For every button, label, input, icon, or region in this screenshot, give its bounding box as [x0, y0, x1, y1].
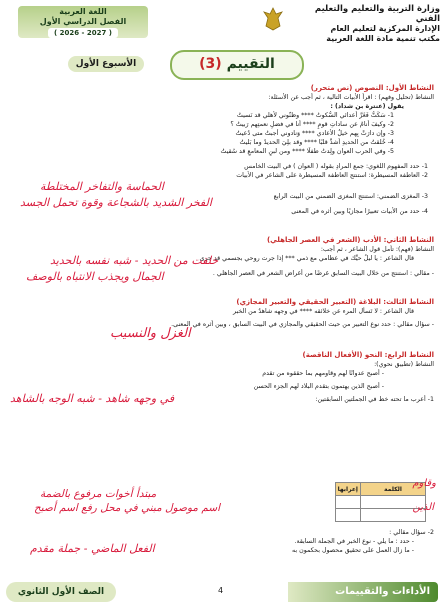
section-4-line-2: - أصبح الذين يهتمون بتقدم البلاد لهم الجزء الحسن: [253, 383, 384, 390]
section-4-heading: النشاط الرابع: النحو (الأفعال الناقصة): [302, 351, 434, 359]
table-header-word: الكلمة: [361, 483, 426, 496]
table-cell: [335, 509, 360, 522]
section-4-question-2b: - حدد : ما يلي - نوع الخبر في الجملة السابقة.: [294, 538, 414, 545]
section-4-line-1: - أصبح عدوانًا لهم وقاومهم بما حققوه من تقدم: [262, 370, 384, 377]
section-2-question: - مقالي : استنتج من خلال البيت السابق غرضًا من أغراض الشعر في العصر الجاهلي .: [212, 270, 434, 277]
term-label: الفصل الدراسي الأول: [39, 17, 127, 26]
section-4-question-2: 2- سؤال مقالي :: [389, 529, 434, 536]
section-3-question: - سؤال مقالي : حدد نوع التعبير من حيث الحقيقي والمجازي في البيت السابق ، وبين أثره في المعنى.: [171, 321, 434, 328]
handwriting-answer-2: الفخر الشديد بالشجاعة وقوة تحمل الجسد: [20, 196, 212, 209]
table-cell: [361, 509, 426, 522]
week-label: الأسبوع الأول: [68, 56, 144, 72]
handwriting-answer-1: الحماسة والتفاخر المختلطة: [40, 180, 164, 193]
subject-label: اللغة العربية: [59, 7, 107, 16]
section-3-heading: النشاط الثالث: البلاغة (التعبير الحقيقي والتعبير المجازي): [236, 298, 434, 306]
title-bar: [50, 50, 344, 78]
handwriting-answer-11: الفعل الماضي - جملة مقدم: [30, 542, 155, 555]
section-4-question-1: 1- أعرب ما تحته خط في الجملتين السابقتين:: [315, 396, 434, 403]
handwriting-answer-7: وقاوم: [412, 478, 436, 489]
handwriting-answer-5: الغزل والنسيب: [110, 326, 191, 341]
assessment-title: [170, 50, 304, 80]
section-2-intro: النشاط (فهم): تأمل قول الشاعر ، ثم أجب:: [320, 246, 434, 253]
section-2-quote: قال الشاعر : يا ليلُ حيِّك في عظامي مع ذمي *** إذا جرت روحي بجسمي قد جرى: [199, 255, 414, 262]
ministry-line-2: الإدارة المركزية لتعليم العام: [330, 24, 440, 33]
poet-line: يقول (عنترة بن شداد) :: [330, 103, 404, 110]
verse-5: 5- وفي الحرب العوان ولِدتُ طفلًا **** ومن لبنِ المعامعِ قد سُقيتُ: [220, 148, 394, 155]
section-4-lower: [10, 528, 434, 555]
footer: [6, 582, 438, 602]
verse-2: 2- وكيفَ أنامُ عن ساداتِ قومٍ **** أنا في فضلِ نعمتِهم رَبيتُ ؟: [230, 121, 394, 128]
header: [4, 4, 440, 48]
section-1-heading: النشاط الأول: النصوص (نص متحرر): [310, 84, 434, 92]
subject-box: [18, 6, 148, 38]
section-2-heading: النشاط الثاني: الأدب (الشعر في العصر الجاهلي): [266, 236, 434, 244]
handwriting-answer-9: اسم موصول مبني في محل رفع اسم أصبح: [34, 502, 221, 514]
page-number: 4: [218, 586, 224, 595]
handwriting-answer-8: مبتدأ أخوات مرفوع بالضمة: [40, 488, 157, 500]
verse-4: 4- خُلقتُ من الحديدِ أشدَّ قلبًا **** وقد بلِيَ الحديدُ وما بَليتُ: [239, 139, 394, 146]
footer-right-label: الأداءات والتقييمات: [288, 582, 438, 602]
eagle-emblem-icon: [262, 6, 284, 32]
worksheet-body: [10, 82, 434, 404]
question-1-1: 1- حدد المفهوم اللغوي: جمع المرادِ بقوله ( العوان ) في البيت الخامس: [244, 163, 428, 170]
table-header-irab: إعرابها: [335, 483, 360, 496]
year-label: ( 2027 - 2026 ): [48, 28, 118, 38]
ministry-block: [290, 4, 440, 44]
handwriting-answer-3: خلقت من الحديد - شبه نفسه بالحديد: [50, 254, 219, 267]
handwriting-answer-6: في وجهه شاهد - شبه الوجه بالشاهد: [10, 392, 175, 405]
ministry-line-3: مكتب تنمية مادة اللغة العربية: [326, 34, 440, 43]
question-1-4: 4- حدد من الأبيات تعبيرًا مجازيًا وبين أثره في المعنى: [291, 208, 428, 215]
irab-table: [335, 482, 426, 522]
title-prefix: التقييم: [226, 56, 275, 72]
table-cell: [361, 496, 426, 509]
verse-1: 1- سَكَتُّ فَغَرَّ أعدائي السُّكوتُ **** وظنّوني لأهلي قد نَسيتُ: [236, 112, 394, 119]
handwriting-answer-10: الذين: [412, 502, 434, 513]
section-4-intro: النشاط (تطبيق نحوي):: [374, 361, 434, 368]
title-number: (3): [199, 56, 222, 72]
footer-left-label: الصف الأول الثانوي: [6, 582, 116, 602]
table-cell: [335, 496, 360, 509]
section-3-quote: قال الشاعر : لا تَسأل المرء عن خلائقه **** في وجهه شاهدٌ من الخبر: [233, 308, 414, 315]
handwriting-answer-4: الجمال ويجذب الانتباه بالوصف: [26, 270, 164, 283]
section-1-intro: النشاط (تحليل وفهم) : اقرأ الأبيات التالية ، ثم أجب عن الأسئلة:: [268, 94, 434, 101]
verse-3: 3- وإن دارَتْ بِهم خيلُ الأعادي **** وَنادوني أجبتُ متى دُعيتُ: [235, 130, 394, 137]
question-1-3: 3- المغزى الضمني: استنتج المغزى الضمني من البيت الرابع: [273, 193, 428, 200]
question-1-2: 2- العاطفة المسيطرة: استنتج العاطفة المسيطرة على الشاعر في الأبيات: [236, 172, 428, 179]
section-4-question-2c: - ما زال العمل على تحقيق محصول بحكمون به: [292, 547, 414, 554]
ministry-line-1: وزارة التربية والتعليم والتعليم الفني: [314, 4, 440, 24]
